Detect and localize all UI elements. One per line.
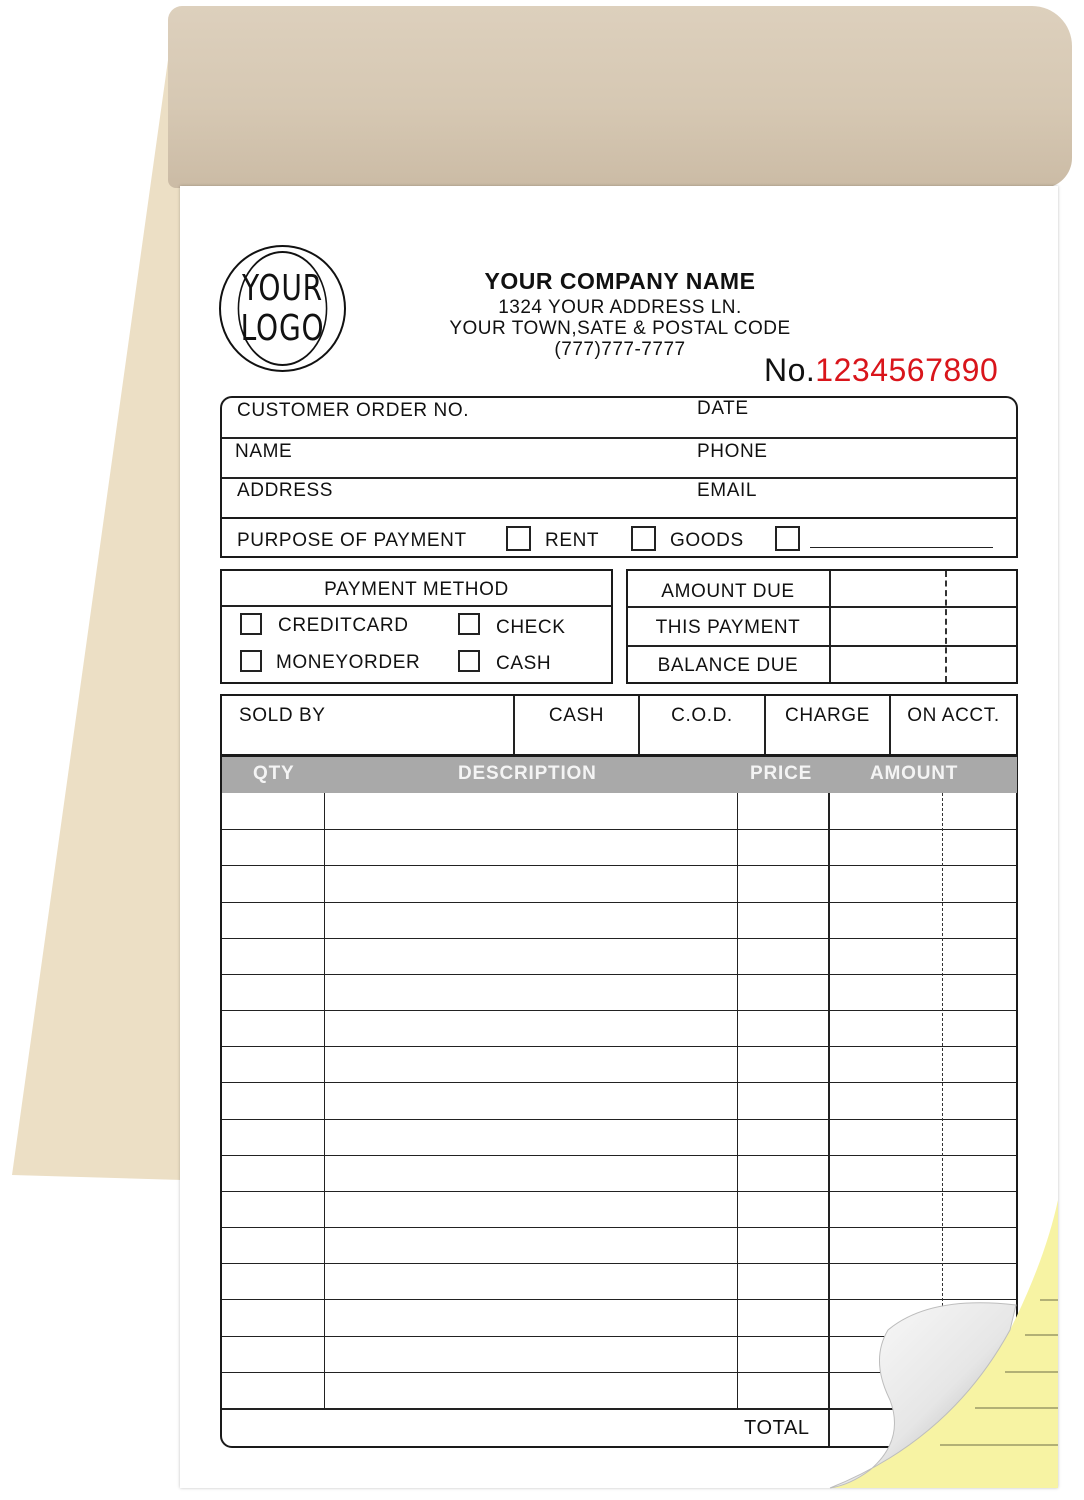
company-address: 1324 YOUR ADDRESS LN. — [498, 297, 742, 318]
rent-label: RENT — [545, 530, 600, 551]
description-header: DESCRIPTION — [458, 763, 597, 784]
form-number-prefix: No. — [764, 352, 816, 388]
company-name: YOUR COMPANY NAME — [484, 268, 756, 294]
email-label: EMAIL — [697, 480, 758, 501]
goods-label: GOODS — [670, 530, 744, 551]
sold-on-acct-label: ON ACCT. — [907, 705, 1000, 726]
logo-text-line1: YOUR — [242, 267, 323, 309]
sold-by-label: SOLD BY — [239, 705, 326, 726]
purpose-label: PURPOSE OF PAYMENT — [237, 530, 467, 551]
phone-label: PHONE — [697, 441, 768, 462]
form-number-value: 1234567890 — [815, 352, 999, 388]
check-label: CHECK — [496, 617, 566, 638]
company-town: YOUR TOWN,SATE & POSTAL CODE — [449, 318, 791, 339]
amount-header: AMOUNT — [870, 763, 959, 784]
amount-due-label: AMOUNT DUE — [661, 581, 795, 602]
moneyorder-label: MONEYORDER — [276, 652, 421, 673]
this-payment-label: THIS PAYMENT — [655, 617, 801, 638]
creditcard-label: CREDITCARD — [278, 615, 409, 636]
address-label: ADDRESS — [237, 480, 334, 501]
balance-due-label: BALANCE DUE — [657, 655, 799, 676]
cash-label: CASH — [496, 653, 552, 674]
date-label: DATE — [697, 398, 749, 419]
sold-cod-label: C.O.D. — [671, 705, 733, 726]
sold-cash-label: CASH — [548, 705, 605, 726]
payment-method-title: PAYMENT METHOD — [324, 579, 509, 600]
customer-order-no-label: CUSTOMER ORDER NO. — [237, 400, 470, 421]
logo-text-line2: LOGO — [240, 307, 325, 349]
price-header: PRICE — [750, 763, 813, 784]
qty-header: QTY — [253, 763, 295, 784]
name-label: NAME — [235, 441, 293, 462]
sold-charge-label: CHARGE — [785, 705, 870, 726]
company-phone: (777)777-7777 — [554, 339, 686, 360]
total-label: TOTAL — [744, 1417, 810, 1439]
